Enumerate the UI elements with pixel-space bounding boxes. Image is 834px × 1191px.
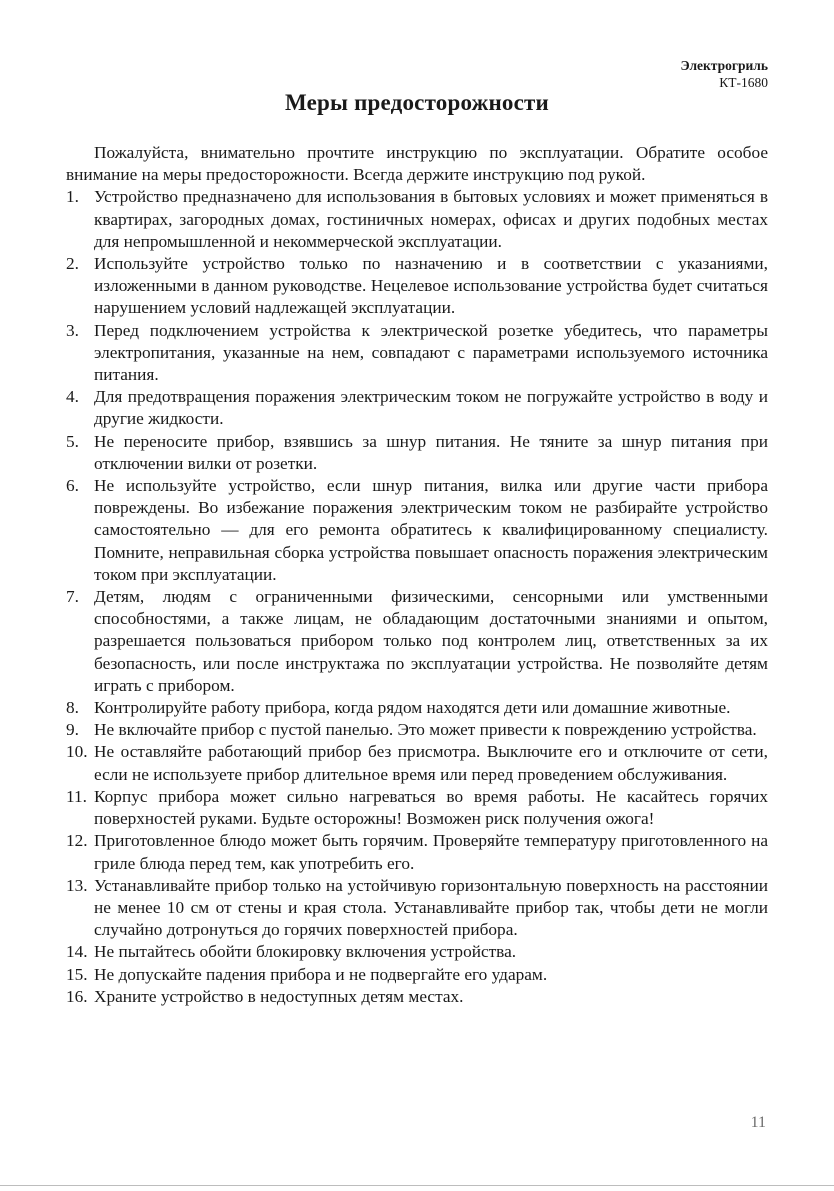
item-number: 1.	[66, 187, 79, 207]
list-item	[66, 431, 768, 475]
page-title: Меры предосторожности	[284, 90, 549, 115]
list-item	[66, 697, 768, 719]
list-item	[66, 320, 768, 387]
item-text: Для предотвращения поражения электрическим током не погружайте устройство в воду и другие жидкости.	[94, 387, 768, 429]
list-item	[66, 786, 768, 830]
item-number: 14.	[66, 942, 88, 962]
item-text: Не используйте устройство, если шнур питания, вилка или другие части прибора повреждены. Во избежание поражения электрическим током не разбирайте устройство самостоятельно — для его ремонта обратитесь к квалифицированному специалисту. Помните, неправильная сборка устройства повышает опасность поражения электрическим током при эксплуатации.	[94, 476, 768, 584]
list-item	[66, 830, 768, 874]
item-number: 15.	[66, 964, 88, 984]
item-text: Не включайте прибор с пустой панелью. Это может привести к повреждению устройства.	[94, 720, 757, 740]
item-number: 11.	[66, 786, 87, 806]
item-text: Корпус прибора может сильно нагреваться во время работы. Не касайтесь горячих поверхностей руками. Будьте осторожны! Возможен риск получения ожога!	[94, 786, 768, 829]
model-code: КТ-1680	[719, 75, 768, 90]
item-text: Устанавливайте прибор только на устойчивую горизонтальную поверхность на расстоянии не менее 10 см от стены и края стола. Устанавливайте прибор так, чтобы дети не могли случайно дотронуться до горячих поверхностей прибора.	[94, 875, 768, 940]
item-text: Используйте устройство только по назначению и в соответствии с указаниями, изложенными в данном руководстве. Нецелевое использование устройства будет считаться нарушением условий надлежащей эксплуатации.	[94, 254, 768, 318]
list-item	[66, 875, 768, 942]
list-item	[66, 719, 768, 741]
item-text: Не пытайтесь обойти блокировку включения устройства.	[94, 942, 517, 962]
item-text: Храните устройство в недоступных детям местах.	[94, 986, 464, 1006]
item-text: Не оставляйте работающий прибор без присмотра. Выключите его и отключите от сети, если не используете прибор длительное время или перед проведением обслуживания.	[94, 742, 768, 784]
list-item	[66, 986, 768, 1008]
item-number: 3.	[66, 320, 79, 340]
safety-content	[66, 142, 768, 1008]
page-bottom-divider	[0, 1185, 834, 1186]
intro-paragraph: Пожалуйста, внимательно прочтите инструкцию по эксплуатации. Обратите особое внимание на меры предосторожности. Всегда держите инструкцию под рукой.	[66, 143, 768, 185]
item-number: 13.	[66, 875, 88, 895]
item-number: 7.	[66, 587, 79, 607]
page-number: 11	[750, 1114, 766, 1131]
item-number: 16.	[66, 986, 88, 1006]
item-number: 5.	[66, 431, 79, 451]
item-text: Детям, людям с ограниченными физическими, сенсорными или умственными способностями, а также лицам, не обладающим достаточными знаниями и опытом, разрешается пользоваться прибором только под контролем лиц, ответственных за их безопасность, или после инструктажа по эксплуатации устройства. Не позволяйте детям играть с прибором.	[94, 587, 768, 695]
item-number: 8.	[66, 698, 79, 718]
item-number: 4.	[66, 387, 79, 407]
item-number: 12.	[66, 831, 88, 851]
item-number: 10.	[66, 742, 88, 762]
item-text: Контролируйте работу прибора, когда рядом находятся дети или домашние животные.	[94, 698, 731, 718]
list-item	[66, 586, 768, 697]
item-text: Не переносите прибор, взявшись за шнур питания. Не тяните за шнур питания при отключении вилки от розетки.	[94, 431, 768, 473]
item-number: 2.	[66, 254, 79, 274]
running-header	[680, 57, 768, 91]
item-text: Устройство предназначено для использования в бытовых условиях и может применяться в квартирах, загородных домах, гостиничных номерах, офисах и других подобных местах для непромышленной и некоммерческой эксплуатации.	[94, 187, 768, 251]
list-item	[66, 186, 768, 253]
item-number: 6.	[66, 476, 79, 496]
list-item	[66, 475, 768, 586]
list-item	[66, 964, 768, 986]
list-item	[66, 741, 768, 785]
precautions-list	[66, 186, 768, 1008]
item-text: Не допускайте падения прибора и не подвергайте его ударам.	[94, 964, 548, 984]
product-name: Электрогриль	[680, 58, 768, 73]
list-item	[66, 386, 768, 430]
item-number: 9.	[66, 720, 79, 740]
item-text: Перед подключением устройства к электрической розетке убедитесь, что параметры электропитания, указанные на нем, совпадают с параметрами используемого источника питания.	[94, 320, 768, 385]
item-text: Приготовленное блюдо может быть горячим. Проверяйте температуру приготовленного на гриле блюда перед тем, как употребить его.	[94, 831, 768, 873]
list-item	[66, 941, 768, 963]
list-item	[66, 253, 768, 320]
